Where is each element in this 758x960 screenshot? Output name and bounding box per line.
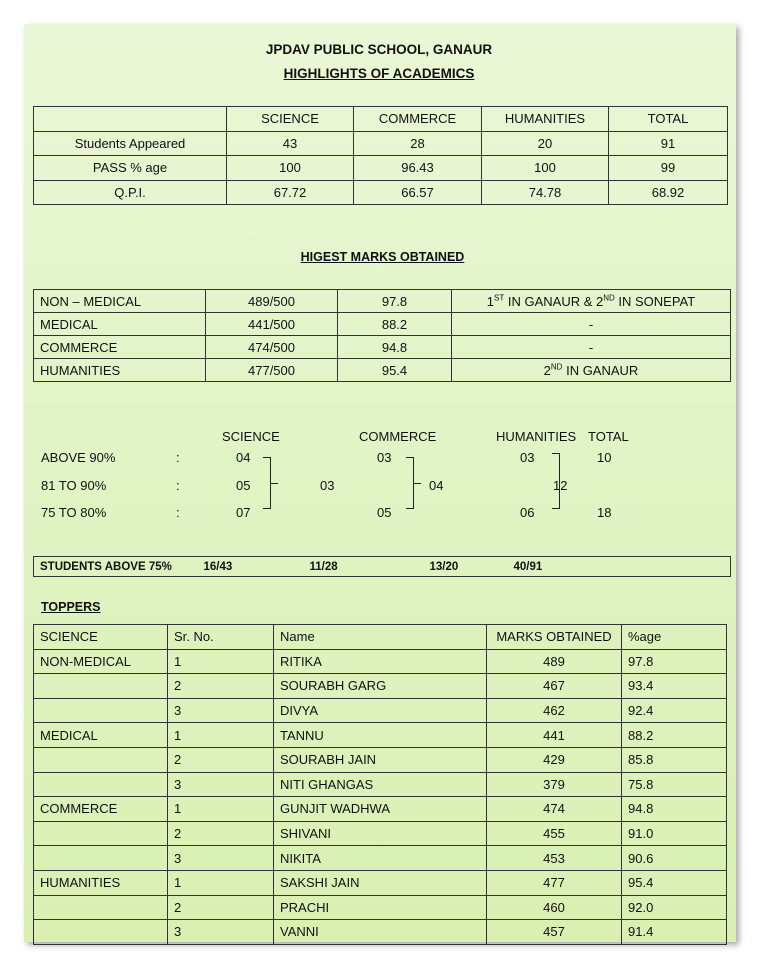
table-cell: SAKSHI JAIN — [274, 870, 487, 895]
table-cell: 2 — [168, 895, 274, 920]
table-header-cell: Name — [274, 625, 487, 650]
table-header-cell: %age — [622, 625, 727, 650]
table-cell: 489 — [487, 649, 622, 674]
table-row — [34, 870, 727, 895]
table-cell: 97.8 — [622, 649, 727, 674]
rank-text: IN GANAUR — [562, 362, 639, 378]
dist-value: 07 — [236, 505, 251, 520]
table-cell: 94.8 — [622, 797, 727, 822]
dist-value: 05 — [377, 505, 392, 520]
dist-row-label: ABOVE 90% — [41, 450, 116, 465]
table-header-cell: COMMERCE — [354, 107, 482, 132]
rank-suffix: ND — [603, 293, 615, 303]
table-cell: 100 — [227, 156, 354, 181]
above75-total: 40/91 — [508, 557, 731, 577]
table-cell: 3 — [168, 772, 274, 797]
table-cell — [34, 747, 168, 772]
table-cell: 67.72 — [227, 180, 354, 205]
table-cell: SOURABH JAIN — [274, 747, 487, 772]
table-row — [34, 895, 727, 920]
table-row — [34, 698, 727, 723]
table-cell: 1 — [168, 649, 274, 674]
table-cell: GUNJIT WADHWA — [274, 797, 487, 822]
table-cell: 28 — [354, 131, 482, 156]
rank-text: IN SONEPAT — [614, 293, 696, 309]
table-cell: 441 — [487, 723, 622, 748]
table-cell: SOURABH GARG — [274, 674, 487, 699]
document-subtitle: HIGHLIGHTS OF ACADEMICS — [283, 66, 475, 81]
table-row — [34, 180, 728, 205]
table-cell: 3 — [168, 698, 274, 723]
table-cell: 99 — [609, 156, 728, 181]
table-cell: 74.78 — [482, 180, 609, 205]
table-row — [34, 821, 727, 846]
table-cell: 460 — [487, 895, 622, 920]
academics-summary-table — [33, 106, 728, 205]
rank-text: IN GANAUR & 2 — [504, 293, 604, 309]
table-cell: 92.4 — [622, 698, 727, 723]
table-cell: 474/500 — [206, 336, 338, 359]
table-cell: 90.6 — [622, 846, 727, 871]
table-cell: HUMANITIES — [34, 870, 168, 895]
above75-science: 16/43 — [198, 557, 304, 577]
table-header-cell — [34, 107, 227, 132]
table-cell: 2 — [168, 821, 274, 846]
table-cell: 477 — [487, 870, 622, 895]
table-cell: HUMANITIES — [34, 359, 206, 382]
toppers-table — [33, 624, 727, 945]
dist-header-commerce: COMMERCE — [359, 429, 437, 444]
table-cell — [452, 290, 731, 313]
table-cell — [34, 895, 168, 920]
table-cell: VANNI — [274, 920, 487, 945]
table-cell: PASS % age — [34, 156, 227, 181]
table-cell — [452, 359, 731, 382]
table-cell: 92.0 — [622, 895, 727, 920]
table-cell — [34, 920, 168, 945]
table-cell: 96.43 — [354, 156, 482, 181]
table-cell — [34, 846, 168, 871]
dist-value: 10 — [597, 450, 612, 465]
table-cell: 467 — [487, 674, 622, 699]
table-cell: DIVYA — [274, 698, 487, 723]
dist-value: 05 — [236, 478, 251, 493]
table-cell: 75.8 — [622, 772, 727, 797]
table-row — [34, 290, 731, 313]
dist-row-label: 81 TO 90% — [41, 478, 107, 493]
dist-colon: : — [176, 478, 180, 493]
table-header-cell: TOTAL — [609, 107, 728, 132]
table-cell: 20 — [482, 131, 609, 156]
dist-header-total: TOTAL — [588, 429, 629, 444]
table-cell: 85.8 — [622, 747, 727, 772]
table-cell: NITI GHANGAS — [274, 772, 487, 797]
table-cell: 2 — [168, 674, 274, 699]
table-cell: 95.4 — [338, 359, 452, 382]
table-header-cell: SCIENCE — [34, 625, 168, 650]
above75-commerce: 11/28 — [304, 557, 424, 577]
table-row — [34, 747, 727, 772]
students-above-75-table — [33, 556, 731, 577]
table-row — [34, 797, 727, 822]
table-row — [34, 557, 731, 577]
table-row — [34, 772, 727, 797]
table-cell: 66.57 — [354, 180, 482, 205]
table-header-cell: Sr. No. — [168, 625, 274, 650]
table-cell: 379 — [487, 772, 622, 797]
table-cell: 441/500 — [206, 313, 338, 336]
table-cell: 97.8 — [338, 290, 452, 313]
table-cell: MEDICAL — [34, 313, 206, 336]
dist-row-label: 75 TO 80% — [41, 505, 107, 520]
table-cell: 453 — [487, 846, 622, 871]
table-cell: PRACHI — [274, 895, 487, 920]
table-cell: 1 — [168, 797, 274, 822]
table-cell: 3 — [168, 846, 274, 871]
rank-number: 2 — [543, 362, 551, 378]
rank-number: 1 — [486, 293, 495, 309]
table-cell: 457 — [487, 920, 622, 945]
science-bracket-tick — [270, 483, 278, 484]
table-cell: 2 — [168, 747, 274, 772]
table-cell: RITIKA — [274, 649, 487, 674]
table-header-cell: SCIENCE — [227, 107, 354, 132]
above75-label: STUDENTS ABOVE 75% — [34, 557, 198, 577]
table-row — [34, 313, 731, 336]
table-header-cell: HUMANITIES — [482, 107, 609, 132]
school-name: JPDAV PUBLIC SCHOOL, GANAUR — [265, 42, 493, 57]
table-cell: 455 — [487, 821, 622, 846]
rank-suffix: ST — [494, 293, 505, 303]
table-cell: 477/500 — [206, 359, 338, 382]
table-cell: 429 — [487, 747, 622, 772]
table-cell — [34, 821, 168, 846]
above75-humanities: 13/20 — [424, 557, 508, 577]
table-cell: 91.4 — [622, 920, 727, 945]
table-cell: NON-MEDICAL — [34, 649, 168, 674]
table-cell: NIKITA — [274, 846, 487, 871]
table-cell: 1 — [168, 870, 274, 895]
highest-marks-table — [33, 289, 731, 382]
toppers-title: TOPPERS — [41, 600, 101, 614]
dist-value: 06 — [520, 505, 535, 520]
table-cell: 91.0 — [622, 821, 727, 846]
table-cell: COMMERCE — [34, 336, 206, 359]
dist-colon: : — [176, 450, 180, 465]
table-cell: 1 — [168, 723, 274, 748]
table-cell — [34, 772, 168, 797]
table-row — [34, 336, 731, 359]
dist-header-humanities: HUMANITIES — [496, 429, 577, 444]
table-row — [34, 846, 727, 871]
dist-value: 03 — [377, 450, 392, 465]
table-cell: - — [452, 313, 731, 336]
dist-colon: : — [176, 505, 180, 520]
table-cell: 94.8 — [338, 336, 452, 359]
table-cell: TANNU — [274, 723, 487, 748]
table-row — [34, 156, 728, 181]
table-row — [34, 674, 727, 699]
table-cell: 489/500 — [206, 290, 338, 313]
table-cell: 95.4 — [622, 870, 727, 895]
table-cell: MEDICAL — [34, 723, 168, 748]
table-row — [34, 920, 727, 945]
dist-value: 04 — [236, 450, 251, 465]
table-row — [34, 649, 727, 674]
commerce-bracket-tick — [413, 483, 421, 484]
table-cell — [34, 698, 168, 723]
rank-suffix: ND — [550, 362, 563, 372]
table-header-row — [34, 107, 728, 132]
table-cell: 68.92 — [609, 180, 728, 205]
table-cell: 93.4 — [622, 674, 727, 699]
table-row — [34, 723, 727, 748]
table-cell: 462 — [487, 698, 622, 723]
dist-value: 18 — [597, 505, 612, 520]
table-row — [34, 359, 731, 382]
table-cell: 474 — [487, 797, 622, 822]
table-cell — [34, 674, 168, 699]
table-cell: 3 — [168, 920, 274, 945]
table-cell: 88.2 — [338, 313, 452, 336]
dist-header-science: SCIENCE — [222, 429, 280, 444]
table-cell: NON – MEDICAL — [34, 290, 206, 313]
table-cell: - — [452, 336, 731, 359]
dist-group-value: 03 — [320, 478, 335, 493]
table-cell: 43 — [227, 131, 354, 156]
dist-group-value: 04 — [429, 478, 444, 493]
table-cell: 91 — [609, 131, 728, 156]
highest-marks-title: HIGEST MARKS OBTAINED — [300, 250, 465, 264]
table-cell: 100 — [482, 156, 609, 181]
table-cell: COMMERCE — [34, 797, 168, 822]
dist-value: 03 — [520, 450, 535, 465]
table-header-cell: MARKS OBTAINED — [487, 625, 622, 650]
table-cell: Students Appeared — [34, 131, 227, 156]
table-cell: SHIVANI — [274, 821, 487, 846]
table-cell: Q.P.I. — [34, 180, 227, 205]
table-header-row — [34, 625, 727, 650]
dist-group-value: 12 — [553, 478, 568, 493]
table-cell: 88.2 — [622, 723, 727, 748]
table-row — [34, 131, 728, 156]
